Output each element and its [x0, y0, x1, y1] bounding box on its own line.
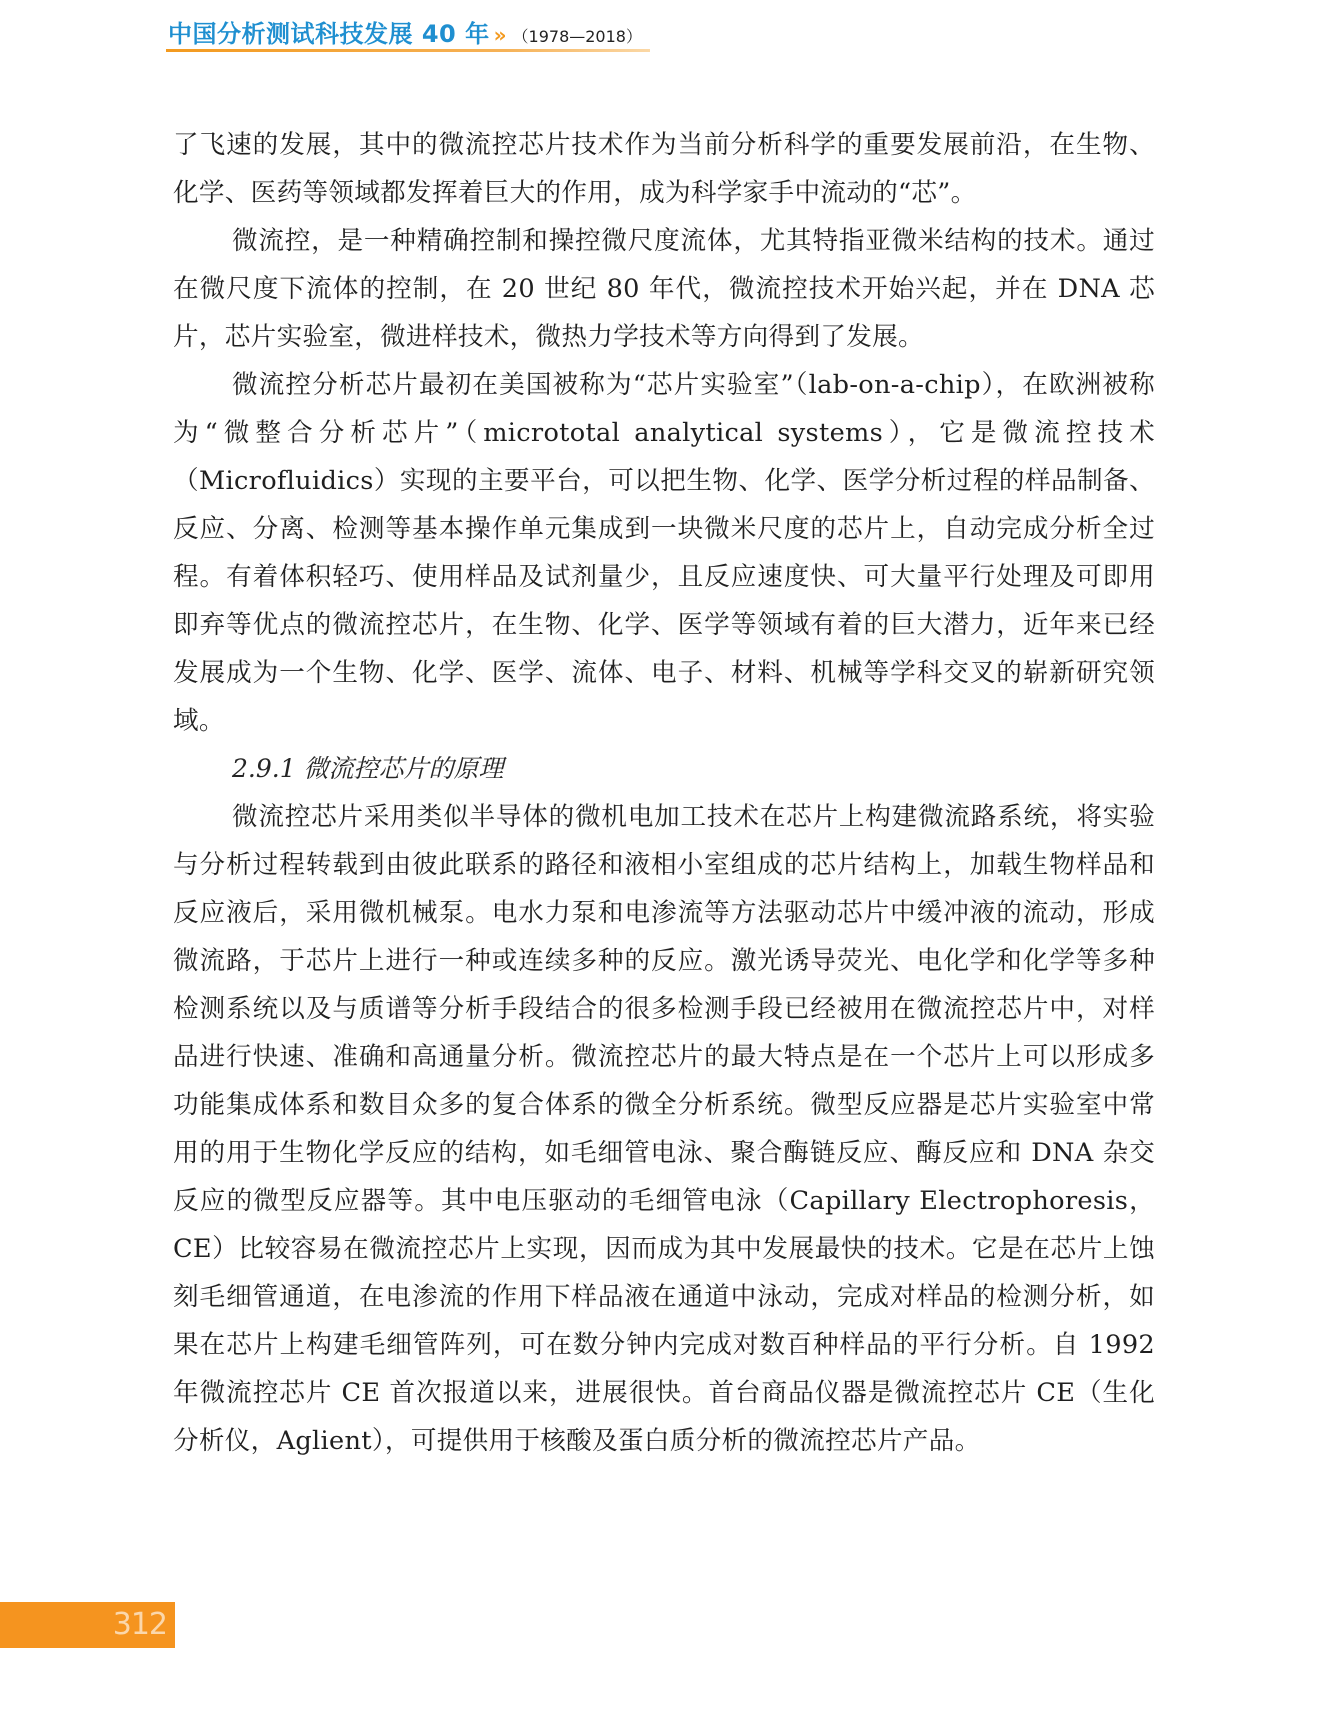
page-number: 312	[112, 1607, 167, 1642]
paragraph-chip-principle: 微流控芯片采用类似半导体的微机电加工技术在芯片上构建微流路系统，将实验与分析过程转载到由彼此联系的路径和液相小室组成的芯片结构上，加载生物样品和反应液后，采用微机械泵。电水力泵和电渗流等方法驱动芯片中缓冲液的流动，形成微流路，于芯片上进行一种或连续多种的反应。激光诱导荧光、电化学和化学等多种检测系统以及与质谱等分析手段结合的很多检测手段已经被用在微流控芯片中，对样品进行快速、准确和高通量分析。微流控芯片的最大特点是在一个芯片上可以形成多功能集成体系和数目众多的复合体系的微全分析系统。微型反应器是芯片实验室中常用的用于生物化学反应的结构，如毛细管电泳、聚合酶链反应、酶反应和 DNA 杂交反应的微型反应器等。其中电压驱动的毛细管电泳（Capillary Electrophoresis，CE）比较容易在微流控芯片上实现，因而成为其中发展最快的技术。它是在芯片上蚀刻毛细管通道，在电渗流的作用下样品液在通道中泳动，完成对样品的检测分析，如果在芯片上构建毛细管阵列，可在数分钟内完成对数百种样品的平行分析。自 1992 年微流控芯片 CE 首次报道以来，进展很快。首台商品仪器是微流控芯片 CE（生化分析仪，Aglient），可提供用于核酸及蛋白质分析的微流控芯片产品。	[173, 802, 1155, 1456]
page-number-tab	[0, 1602, 175, 1648]
running-header	[168, 14, 642, 54]
paragraph-continued: 了飞速的发展，其中的微流控芯片技术作为当前分析科学的重要发展前沿，在生物、化学、医药等领域都发挥着巨大的作用，成为科学家手中流动的“芯”。	[173, 130, 1155, 208]
paragraph-microfluidics-definition: 微流控，是一种精确控制和操控微尺度流体，尤其特指亚微米结构的技术。通过在微尺度下流体的控制，在 20 世纪 80 年代，微流控技术开始兴起，并在 DNA 芯片，芯片实验室，微进样技术，微热力学技术等方向得到了发展。	[173, 226, 1155, 352]
paragraph-lab-on-a-chip: 微流控分析芯片最初在美国被称为“芯片实验室”（lab-on-a-chip），在欧洲被称为“微整合分析芯片”（micrototal analytical systems），它是微流控技术（Microfluidics）实现的主要平台，可以把生物、化学、医学分析过程的样品制备、反应、分离、检测等基本操作单元集成到一块微米尺度的芯片上，自动完成分析全过程。有着体积轻巧、使用样品及试剂量少，且反应速度快、可大量平行处理及可即用即弃等优点的微流控芯片，在生物、化学、医学等领域有着的巨大潜力，近年来已经发展成为一个生物、化学、医学、流体、电子、材料、机械等学科交叉的崭新研究领域。	[173, 370, 1155, 736]
year-range: （1978—2018）	[512, 27, 642, 46]
double-chevron-icon: »	[493, 23, 507, 47]
book-title: 中国分析测试科技发展 40 年	[168, 20, 490, 48]
header-underline	[166, 49, 650, 52]
page-body	[173, 121, 1155, 1465]
section-heading: 2.9.1 微流控芯片的原理	[232, 754, 504, 783]
